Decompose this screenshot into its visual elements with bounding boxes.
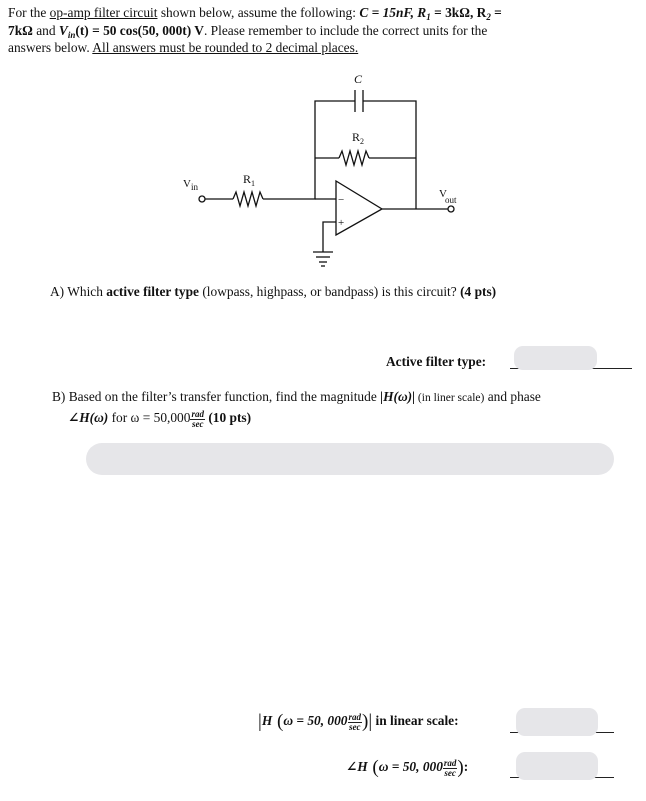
r2-label: R: [352, 130, 361, 144]
vout-label-sub: out: [445, 195, 457, 205]
question-b-line-1: B) Based on the filter’s transfer function, find the magnitude |H(ω)| (in liner scale) and phase: [52, 389, 541, 404]
noninverting-input-sign: +: [338, 217, 345, 229]
r2-label-sub: 2: [360, 137, 364, 146]
intro-line-3: answers below. All answers must be rounded to 2 decimal places.: [8, 40, 359, 55]
magnitude-expression: |H (ω = 50, 000 $\frac{\text{rad}}{\sec}$ )| in linear scale:: [258, 711, 459, 732]
intro-line-2: 7kΩ and $V_{in}(t) = 50$ cos(50, 000t) V. Please remember to include the correct units for the: [8, 23, 488, 40]
redaction-blur-large: [86, 443, 614, 475]
active-filter-type-label: Active filter type:: [386, 354, 487, 369]
op-amp-circuit-diagram: [0, 0, 646, 290]
redaction-blur: [516, 708, 598, 736]
redaction-blur: [514, 346, 597, 370]
vin-label: V: [183, 178, 191, 190]
intro-line-1: For the op-amp filter circuit shown below, assume the following: C = 15nF, $R_1 = 3k\Omega$, $R_2$ =: [8, 5, 502, 22]
phase-expression: ∠H (ω = 50, 000 $\frac{\text{rad}}{\sec}$ ):: [346, 757, 469, 778]
redaction-blur: [516, 752, 598, 780]
vin-label-sub: in: [191, 182, 199, 192]
r1-label-sub: 1: [251, 179, 255, 188]
inverting-input-sign: −: [338, 194, 345, 206]
question-a: A) Which active filter type (lowpass, highpass, or bandpass) is this circuit? (4 pts): [50, 284, 497, 299]
op-amp-link[interactable]: op-amp filter circuit: [49, 5, 158, 20]
capacitor-label: C: [354, 72, 363, 86]
r1-label: R: [243, 172, 252, 186]
question-b-line-2: ∠H(ω) for ω = 50,000 $\frac{\text{rad}}{\sec}$ (10 pts): [68, 409, 252, 429]
vout-label: V: [439, 188, 447, 200]
